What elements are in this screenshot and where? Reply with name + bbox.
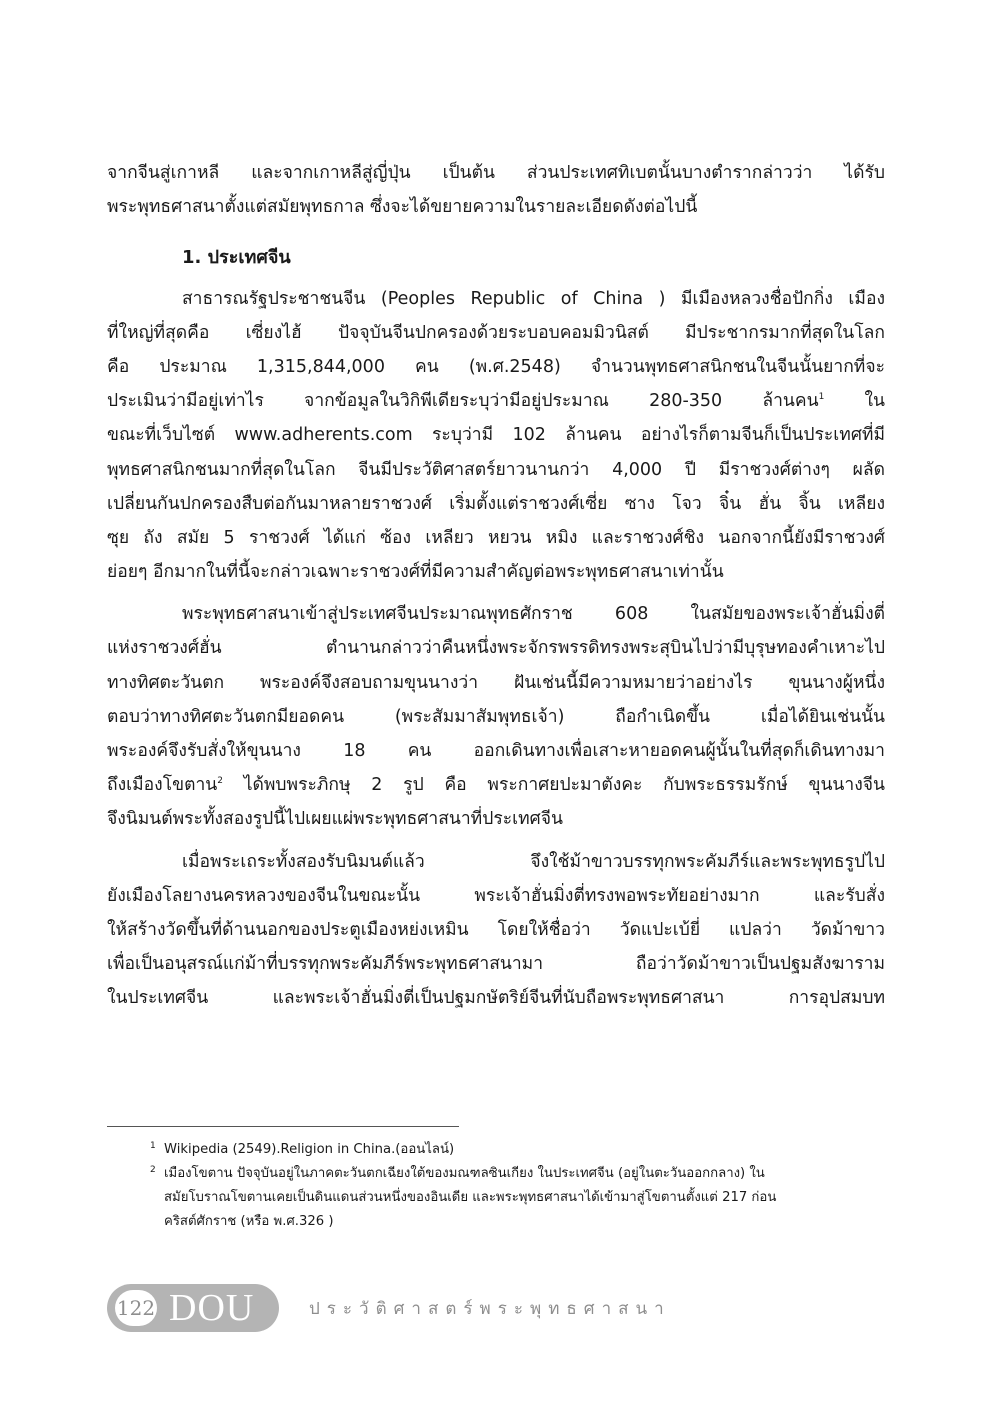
text-line: ทางทิศตะวันตก พระองค์จึงสอบถามขุนนางว่า ฝันเช่นนี้มีความหมายว่าอย่างไร ขุนนางผู้หนึ่ง [107,672,885,693]
text-segment: ถึงเมืองโขตาน [107,775,218,796]
footnote-marker[interactable]: 1 [818,392,825,403]
text-segment: ได้พบพระภิกษุ 2 รูป คือ พระกาศยปะมาตังคะ กับพระธรรมรักษ์ ขุนนางจีน [243,775,885,796]
page-number: 122 [115,1290,157,1326]
text-line: แห่งราชวงศ์ฮั่น ตำนานกล่าวว่าคืนหนึ่งพระจักรพรรดิทรงพระสุบินไปว่ามีบุรุษทองคำเหาะไป [107,638,885,659]
brand-logo: DOU [169,1287,255,1329]
footnotes [150,1138,885,1234]
body-text [107,156,885,1016]
text-line: พระองค์จึงรับสั่งให้ขุนนาง 18 คน ออกเดินทางเพื่อเสาะหายอดคนผู้นั้นในที่สุดก็เดินทางมา [107,741,885,761]
text-line: เมื่อพระเถระทั้งสองรับนิมนต์แล้ว จึงใช้ม้าขาวบรรทุกพระคัมภีร์และพระพุทธรูปไป [182,851,885,872]
text-line: เปลี่ยนกันปกครองสืบต่อกันมาหลายราชวงศ์ เริ่มตั้งแต่ราชวงศ์เซี่ย ซาง โจว จิ๋น ฮั่น จิ้น เหลียง [107,493,885,514]
text-line: ยังเมืองโลยางนครหลวงของจีนในขณะนั้น พระเจ้าฮั่นมิ่งตี่ทรงพอพระทัยอย่างมาก และรับสั่ง [107,885,885,906]
footnote-marker[interactable]: 2 [217,776,223,787]
footnote-number: 1 [150,1141,156,1151]
text-line: ให้สร้างวัดขึ้นที่ด้านนอกของประตูเมืองหย่งเหมิน โดยให้ชื่อว่า วัดแปะเบ้ยี่ แปลว่า วัดม้าขาว [107,919,885,940]
text-line-with-footnote [107,768,885,802]
footnote-text: คริสต์ศักราช (หรือ พ.ศ.326 ) [164,1214,334,1229]
text-line: สาธารณรัฐประชาชนจีน (Peoples Republic of China ) มีเมืองหลวงชื่อปักกิ่ง เมือง [182,288,885,309]
text-line: จึงนิมนต์พระทั้งสองรูปนี้ไปเผยแผ่พระพุทธศาสนาที่ประเทศจีน [107,809,563,830]
footnote-number: 2 [150,1165,156,1175]
footnote-divider [107,1126,459,1127]
section-heading: 1. ประเทศจีน [182,247,291,269]
footnote-text: สมัยโบราณโขตานเคยเป็นดินแดนส่วนหนึ่งของอินเดีย และพระพุทธศาสนาได้เข้ามาสู่โขตานตั้งแต่ 217 ก่อน [164,1190,777,1205]
text-line: ย่อยๆ อีกมากในที่นี้จะกล่าวเฉพาะราชวงศ์ที่มีความสำคัญต่อพระพุทธศาสนาเท่านั้น [107,562,724,583]
book-title: ประวัติศาสตร์พระพุทธศาสนา [309,1298,671,1319]
text-line-with-footnote [107,384,885,418]
text-line: ในประเทศจีน และพระเจ้าฮั่นมิ่งตี่เป็นปฐมกษัตริย์จีนที่นับถือพระพุทธศาสนา การอุปสมบท [107,988,885,1009]
text-line: คือ ประมาณ 1,315,844,000 คน (พ.ศ.2548) จำนวนพุทธศาสนิกชนในจีนนั้นยากที่จะ [107,356,885,377]
text-line: พุทธศาสนิกชนมากที่สุดในโลก จีนมีประวัติศาสตร์ยาวนานกว่า 4,000 ปี มีราชวงศ์ต่างๆ ผลัด [107,459,885,480]
text-line: ขณะที่เว็บไซต์ www.adherents.com ระบุว่ามี 102 ล้านคน อย่างไรก็ตามจีนก็เป็นประเทศที่มี [107,425,885,446]
text-segment: ใน [864,391,885,412]
paragraph-gap [107,837,885,845]
text-line: เพื่อเป็นอนุสรณ์แก่ม้าที่บรรทุกพระคัมภีร์พระพุทธศาสนามา ถือว่าวัดม้าขาวเป็นปฐมสังฆาราม [107,954,885,975]
text-line: ซุย ถัง สมัย 5 ราชวงศ์ ได้แก่ ซ้อง เหลียว หยวน หมิง และราชวงศ์ชิง นอกจากนี้ยังมีราชวงศ์ [107,527,885,548]
text-line: พระพุทธศาสนาตั้งแต่สมัยพุทธกาล ซึ่งจะได้ขยายความในรายละเอียดดังต่อไปนี้ [107,197,698,218]
page-footer [107,1284,671,1332]
footnote-1 [150,1138,885,1162]
text-line: ตอบว่าทางทิศตะวันตกมียอดคน (พระสัมมาสัมพุทธเจ้า) ถือกำเนิดขึ้น เมื่อได้ยินเช่นนั้น [107,706,885,727]
footnote-2 [150,1162,885,1234]
text-line: พระพุทธศาสนาเข้าสู่ประเทศจีนประมาณพุทธศักราช 608 ในสมัยของพระเจ้าฮั่นมิ่งตี่ [182,604,885,625]
footnote-text: เมืองโขตาน ปัจจุบันอยู่ในภาคตะวันตกเฉียงใต้ของมณฑลซินเกียง ในประเทศจีน (อยู่ในตะวันออกกลาง) ใน [164,1166,765,1181]
text-segment: ประเมินว่ามีอยู่เท่าไร จากข้อมูลในวิกิพีเดียระบุว่ามีอยู่ประมาณ 280-350 ล้านคน [107,391,819,412]
text-line: จากจีนสู่เกาหลี และจากเกาหลีสู่ญี่ปุ่น เป็นต้น ส่วนประเทศทิเบตนั้นบางตำรากล่าวว่า ได้รับ [107,163,885,183]
page-badge [107,1284,279,1332]
footnote-text: Wikipedia (2549).Religion in China.(ออนไลน์) [164,1142,455,1157]
paragraph-gap [107,589,885,597]
text-line: ที่ใหญ่ที่สุดคือ เซี่ยงไฮ้ ปัจจุบันจีนปกครองด้วยระบอบคอมมิวนิสต์ มีประชากรมากที่สุดในโลก [107,322,885,343]
